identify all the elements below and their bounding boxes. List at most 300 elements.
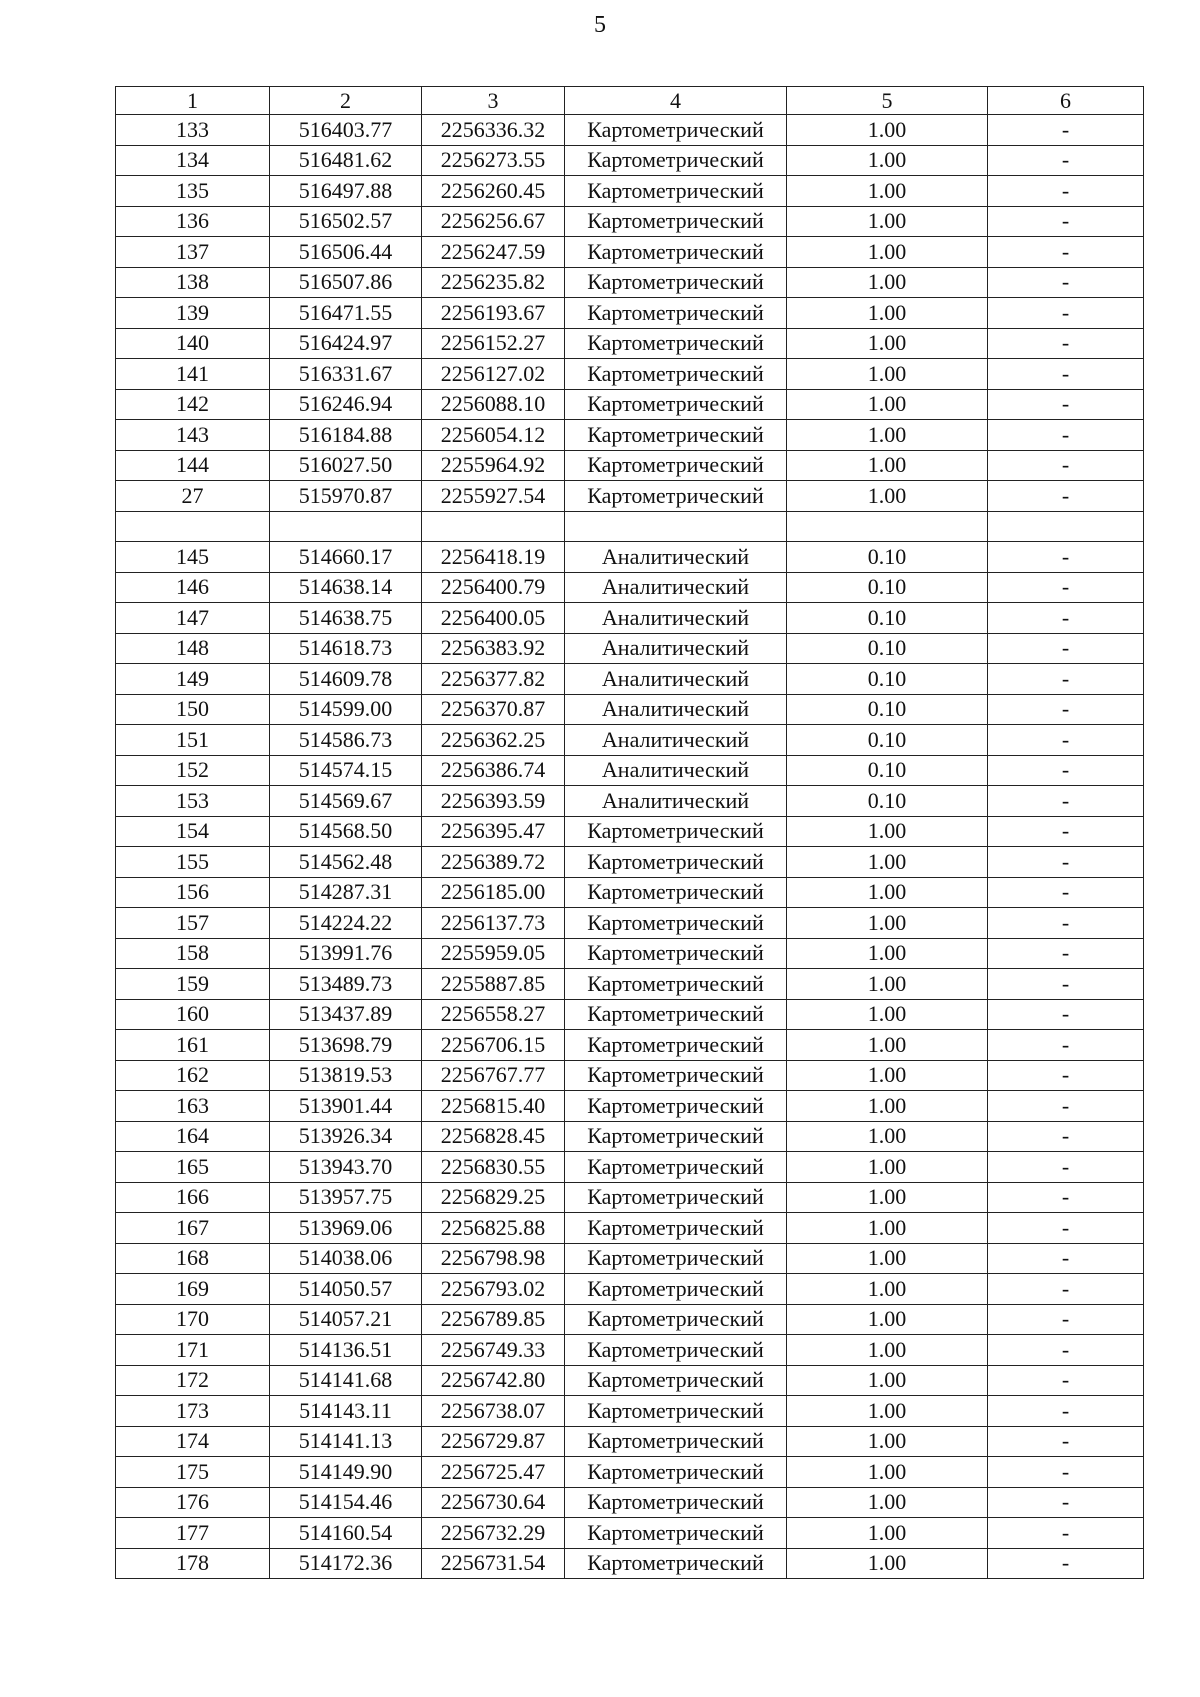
- accuracy-cell: 1.00: [787, 1518, 988, 1549]
- note-cell: -: [988, 237, 1144, 268]
- point-number-cell: 162: [116, 1060, 270, 1091]
- note-cell: -: [988, 1030, 1144, 1061]
- y-coordinate-cell: 2256152.27: [422, 328, 565, 359]
- x-coordinate-cell: 513698.79: [270, 1030, 422, 1061]
- y-coordinate-cell: [422, 511, 565, 542]
- point-number-cell: 172: [116, 1365, 270, 1396]
- y-coordinate-cell: 2255964.92: [422, 450, 565, 481]
- method-cell: Картометрический: [565, 1091, 787, 1122]
- table-row: [116, 389, 1144, 420]
- table-row: [116, 755, 1144, 786]
- accuracy-cell: 1.00: [787, 359, 988, 390]
- accuracy-cell: 1.00: [787, 1274, 988, 1305]
- point-number-cell: 152: [116, 755, 270, 786]
- point-number-cell: 137: [116, 237, 270, 268]
- table-row: [116, 969, 1144, 1000]
- table-row: [116, 664, 1144, 695]
- method-cell: Картометрический: [565, 267, 787, 298]
- x-coordinate-cell: 514660.17: [270, 542, 422, 573]
- y-coordinate-cell: 2256137.73: [422, 908, 565, 939]
- page-number: 5: [594, 12, 606, 38]
- table-row: [116, 1304, 1144, 1335]
- note-cell: -: [988, 1335, 1144, 1366]
- table-row: [116, 786, 1144, 817]
- accuracy-cell: 1.00: [787, 176, 988, 207]
- note-cell: -: [988, 877, 1144, 908]
- method-cell: Аналитический: [565, 542, 787, 573]
- y-coordinate-cell: 2256383.92: [422, 633, 565, 664]
- x-coordinate-cell: 516184.88: [270, 420, 422, 451]
- point-number-cell: 171: [116, 1335, 270, 1366]
- point-number-cell: 150: [116, 694, 270, 725]
- x-coordinate-cell: 514136.51: [270, 1335, 422, 1366]
- coordinates-table: [115, 86, 1144, 1579]
- x-coordinate-cell: 516506.44: [270, 237, 422, 268]
- accuracy-cell: 1.00: [787, 908, 988, 939]
- table-row: [116, 1335, 1144, 1366]
- point-number-cell: 138: [116, 267, 270, 298]
- point-number-cell: 145: [116, 542, 270, 573]
- point-number-cell: 161: [116, 1030, 270, 1061]
- method-cell: Картометрический: [565, 206, 787, 237]
- accuracy-cell: 1.00: [787, 389, 988, 420]
- method-cell: Картометрический: [565, 1274, 787, 1305]
- point-number-cell: 133: [116, 115, 270, 146]
- accuracy-cell: 0.10: [787, 633, 988, 664]
- x-coordinate-cell: 516471.55: [270, 298, 422, 329]
- method-cell: Аналитический: [565, 694, 787, 725]
- note-cell: -: [988, 786, 1144, 817]
- y-coordinate-cell: 2256829.25: [422, 1182, 565, 1213]
- x-coordinate-cell: 513991.76: [270, 938, 422, 969]
- x-coordinate-cell: 513437.89: [270, 999, 422, 1030]
- table-row: [116, 1152, 1144, 1183]
- x-coordinate-cell: 513957.75: [270, 1182, 422, 1213]
- table-row: [116, 1548, 1144, 1579]
- method-cell: Картометрический: [565, 938, 787, 969]
- y-coordinate-cell: 2256706.15: [422, 1030, 565, 1061]
- point-number-cell: 142: [116, 389, 270, 420]
- method-cell: Картометрический: [565, 877, 787, 908]
- y-coordinate-cell: 2256256.67: [422, 206, 565, 237]
- x-coordinate-cell: 514618.73: [270, 633, 422, 664]
- method-cell: Картометрический: [565, 1487, 787, 1518]
- accuracy-cell: 1.00: [787, 115, 988, 146]
- point-number-cell: 147: [116, 603, 270, 634]
- accuracy-cell: 1.00: [787, 1457, 988, 1488]
- method-cell: Картометрический: [565, 359, 787, 390]
- method-cell: Картометрический: [565, 1426, 787, 1457]
- note-cell: -: [988, 1121, 1144, 1152]
- note-cell: -: [988, 969, 1144, 1000]
- y-coordinate-cell: 2256336.32: [422, 115, 565, 146]
- method-cell: Картометрический: [565, 1304, 787, 1335]
- x-coordinate-cell: 514050.57: [270, 1274, 422, 1305]
- table-header-row: [116, 87, 1144, 115]
- y-coordinate-cell: 2256127.02: [422, 359, 565, 390]
- note-cell: -: [988, 389, 1144, 420]
- x-coordinate-cell: 516027.50: [270, 450, 422, 481]
- table-row: [116, 1060, 1144, 1091]
- method-cell: Картометрический: [565, 389, 787, 420]
- accuracy-cell: 0.10: [787, 664, 988, 695]
- point-number-cell: 160: [116, 999, 270, 1030]
- note-cell: -: [988, 908, 1144, 939]
- column-header: 4: [565, 87, 787, 115]
- accuracy-cell: 1.00: [787, 877, 988, 908]
- method-cell: [565, 511, 787, 542]
- accuracy-cell: 1.00: [787, 1365, 988, 1396]
- x-coordinate-cell: 516502.57: [270, 206, 422, 237]
- note-cell: -: [988, 633, 1144, 664]
- method-cell: Аналитический: [565, 725, 787, 756]
- accuracy-cell: 1.00: [787, 1213, 988, 1244]
- y-coordinate-cell: 2256418.19: [422, 542, 565, 573]
- accuracy-cell: 0.10: [787, 694, 988, 725]
- accuracy-cell: 1.00: [787, 1091, 988, 1122]
- x-coordinate-cell: 513943.70: [270, 1152, 422, 1183]
- method-cell: Картометрический: [565, 1152, 787, 1183]
- table-row: [116, 816, 1144, 847]
- table-row: [116, 298, 1144, 329]
- x-coordinate-cell: 516246.94: [270, 389, 422, 420]
- method-cell: Картометрический: [565, 1457, 787, 1488]
- accuracy-cell: 1.00: [787, 1182, 988, 1213]
- table-row: [116, 908, 1144, 939]
- method-cell: Картометрический: [565, 1335, 787, 1366]
- x-coordinate-cell: 514141.68: [270, 1365, 422, 1396]
- table-row: [116, 938, 1144, 969]
- note-cell: [988, 511, 1144, 542]
- note-cell: -: [988, 1426, 1144, 1457]
- x-coordinate-cell: 514562.48: [270, 847, 422, 878]
- y-coordinate-cell: 2256815.40: [422, 1091, 565, 1122]
- method-cell: Аналитический: [565, 633, 787, 664]
- point-number-cell: 143: [116, 420, 270, 451]
- x-coordinate-cell: 514609.78: [270, 664, 422, 695]
- table-row: [116, 115, 1144, 146]
- y-coordinate-cell: 2256395.47: [422, 816, 565, 847]
- point-number-cell: 173: [116, 1396, 270, 1427]
- accuracy-cell: 0.10: [787, 542, 988, 573]
- point-number-cell: 140: [116, 328, 270, 359]
- y-coordinate-cell: 2256830.55: [422, 1152, 565, 1183]
- table-row: [116, 511, 1144, 542]
- x-coordinate-cell: 515970.87: [270, 481, 422, 512]
- y-coordinate-cell: 2255887.85: [422, 969, 565, 1000]
- method-cell: Картометрический: [565, 816, 787, 847]
- accuracy-cell: 1.00: [787, 1152, 988, 1183]
- table-row: [116, 1457, 1144, 1488]
- table-row: [116, 725, 1144, 756]
- table-row: [116, 572, 1144, 603]
- method-cell: Картометрический: [565, 1396, 787, 1427]
- accuracy-cell: 1.00: [787, 206, 988, 237]
- accuracy-cell: 1.00: [787, 237, 988, 268]
- method-cell: Картометрический: [565, 1213, 787, 1244]
- point-number-cell: 139: [116, 298, 270, 329]
- point-number-cell: 148: [116, 633, 270, 664]
- y-coordinate-cell: 2256370.87: [422, 694, 565, 725]
- y-coordinate-cell: 2256731.54: [422, 1548, 565, 1579]
- note-cell: -: [988, 999, 1144, 1030]
- accuracy-cell: 1.00: [787, 145, 988, 176]
- accuracy-cell: 1.00: [787, 267, 988, 298]
- point-number-cell: 176: [116, 1487, 270, 1518]
- x-coordinate-cell: 513489.73: [270, 969, 422, 1000]
- method-cell: Аналитический: [565, 603, 787, 634]
- method-cell: Картометрический: [565, 481, 787, 512]
- x-coordinate-cell: 516424.97: [270, 328, 422, 359]
- note-cell: -: [988, 176, 1144, 207]
- method-cell: Картометрический: [565, 1060, 787, 1091]
- method-cell: Картометрический: [565, 847, 787, 878]
- table-body: [116, 87, 1144, 1579]
- method-cell: Картометрический: [565, 420, 787, 451]
- accuracy-cell: 1.00: [787, 298, 988, 329]
- y-coordinate-cell: 2256725.47: [422, 1457, 565, 1488]
- note-cell: -: [988, 694, 1144, 725]
- column-header: 3: [422, 87, 565, 115]
- y-coordinate-cell: 2256798.98: [422, 1243, 565, 1274]
- point-number-cell: 168: [116, 1243, 270, 1274]
- method-cell: Картометрический: [565, 1548, 787, 1579]
- x-coordinate-cell: 514143.11: [270, 1396, 422, 1427]
- method-cell: Картометрический: [565, 328, 787, 359]
- point-number-cell: 146: [116, 572, 270, 603]
- table-row: [116, 694, 1144, 725]
- note-cell: -: [988, 450, 1144, 481]
- note-cell: -: [988, 359, 1144, 390]
- y-coordinate-cell: 2256393.59: [422, 786, 565, 817]
- x-coordinate-cell: 514149.90: [270, 1457, 422, 1488]
- y-coordinate-cell: 2256247.59: [422, 237, 565, 268]
- table-row: [116, 1518, 1144, 1549]
- table-row: [116, 145, 1144, 176]
- y-coordinate-cell: 2256185.00: [422, 877, 565, 908]
- point-number-cell: 135: [116, 176, 270, 207]
- method-cell: Аналитический: [565, 755, 787, 786]
- point-number-cell: 151: [116, 725, 270, 756]
- method-cell: Аналитический: [565, 786, 787, 817]
- method-cell: Картометрический: [565, 176, 787, 207]
- point-number-cell: 177: [116, 1518, 270, 1549]
- table-row: [116, 542, 1144, 573]
- accuracy-cell: 1.00: [787, 847, 988, 878]
- table-row: [116, 420, 1144, 451]
- y-coordinate-cell: 2256400.79: [422, 572, 565, 603]
- point-number-cell: 170: [116, 1304, 270, 1335]
- point-number-cell: 157: [116, 908, 270, 939]
- x-coordinate-cell: 514038.06: [270, 1243, 422, 1274]
- note-cell: -: [988, 115, 1144, 146]
- method-cell: Картометрический: [565, 969, 787, 1000]
- note-cell: -: [988, 1152, 1144, 1183]
- x-coordinate-cell: 514224.22: [270, 908, 422, 939]
- note-cell: -: [988, 1518, 1144, 1549]
- x-coordinate-cell: 514141.13: [270, 1426, 422, 1457]
- note-cell: -: [988, 328, 1144, 359]
- accuracy-cell: 1.00: [787, 1243, 988, 1274]
- table-row: [116, 1274, 1144, 1305]
- y-coordinate-cell: 2256793.02: [422, 1274, 565, 1305]
- y-coordinate-cell: 2256558.27: [422, 999, 565, 1030]
- point-number-cell: 164: [116, 1121, 270, 1152]
- method-cell: Аналитический: [565, 664, 787, 695]
- x-coordinate-cell: [270, 511, 422, 542]
- table-row: [116, 999, 1144, 1030]
- x-coordinate-cell: 514568.50: [270, 816, 422, 847]
- accuracy-cell: 1.00: [787, 1396, 988, 1427]
- note-cell: -: [988, 145, 1144, 176]
- x-coordinate-cell: 516507.86: [270, 267, 422, 298]
- x-coordinate-cell: 514057.21: [270, 1304, 422, 1335]
- x-coordinate-cell: 514154.46: [270, 1487, 422, 1518]
- point-number-cell: 175: [116, 1457, 270, 1488]
- table-row: [116, 1487, 1144, 1518]
- note-cell: -: [988, 298, 1144, 329]
- y-coordinate-cell: 2256825.88: [422, 1213, 565, 1244]
- method-cell: Картометрический: [565, 1243, 787, 1274]
- note-cell: -: [988, 1243, 1144, 1274]
- column-header: 1: [116, 87, 270, 115]
- note-cell: -: [988, 420, 1144, 451]
- x-coordinate-cell: 514638.75: [270, 603, 422, 634]
- point-number-cell: 163: [116, 1091, 270, 1122]
- accuracy-cell: 1.00: [787, 1335, 988, 1366]
- x-coordinate-cell: 516403.77: [270, 115, 422, 146]
- point-number-cell: 174: [116, 1426, 270, 1457]
- column-header: 5: [787, 87, 988, 115]
- y-coordinate-cell: 2256193.67: [422, 298, 565, 329]
- accuracy-cell: 0.10: [787, 725, 988, 756]
- accuracy-cell: 1.00: [787, 1487, 988, 1518]
- point-number-cell: 166: [116, 1182, 270, 1213]
- x-coordinate-cell: 514586.73: [270, 725, 422, 756]
- y-coordinate-cell: 2256828.45: [422, 1121, 565, 1152]
- table-row: [116, 1091, 1144, 1122]
- accuracy-cell: [787, 511, 988, 542]
- y-coordinate-cell: 2256730.64: [422, 1487, 565, 1518]
- note-cell: -: [988, 267, 1144, 298]
- accuracy-cell: 1.00: [787, 1426, 988, 1457]
- method-cell: Картометрический: [565, 1365, 787, 1396]
- y-coordinate-cell: 2256054.12: [422, 420, 565, 451]
- method-cell: Картометрический: [565, 115, 787, 146]
- table-row: [116, 267, 1144, 298]
- y-coordinate-cell: 2256729.87: [422, 1426, 565, 1457]
- table-row: [116, 328, 1144, 359]
- accuracy-cell: 1.00: [787, 1548, 988, 1579]
- note-cell: -: [988, 1396, 1144, 1427]
- note-cell: -: [988, 1274, 1144, 1305]
- y-coordinate-cell: 2256235.82: [422, 267, 565, 298]
- point-number-cell: 165: [116, 1152, 270, 1183]
- note-cell: -: [988, 725, 1144, 756]
- point-number-cell: 154: [116, 816, 270, 847]
- accuracy-cell: 1.00: [787, 1030, 988, 1061]
- table-row: [116, 1182, 1144, 1213]
- method-cell: Картометрический: [565, 1030, 787, 1061]
- y-coordinate-cell: 2256273.55: [422, 145, 565, 176]
- method-cell: Картометрический: [565, 145, 787, 176]
- note-cell: -: [988, 1548, 1144, 1579]
- table-row: [116, 847, 1144, 878]
- table-row: [116, 176, 1144, 207]
- y-coordinate-cell: 2255927.54: [422, 481, 565, 512]
- table-row: [116, 481, 1144, 512]
- table-row: [116, 1396, 1144, 1427]
- accuracy-cell: 1.00: [787, 969, 988, 1000]
- note-cell: -: [988, 1091, 1144, 1122]
- method-cell: Картометрический: [565, 450, 787, 481]
- note-cell: -: [988, 481, 1144, 512]
- point-number-cell: 136: [116, 206, 270, 237]
- point-number-cell: 158: [116, 938, 270, 969]
- method-cell: Картометрический: [565, 1518, 787, 1549]
- x-coordinate-cell: 516331.67: [270, 359, 422, 390]
- table-row: [116, 1121, 1144, 1152]
- y-coordinate-cell: 2256749.33: [422, 1335, 565, 1366]
- note-cell: -: [988, 1457, 1144, 1488]
- accuracy-cell: 1.00: [787, 938, 988, 969]
- table-row: [116, 633, 1144, 664]
- table-row: [116, 1426, 1144, 1457]
- x-coordinate-cell: 513901.44: [270, 1091, 422, 1122]
- method-cell: Картометрический: [565, 908, 787, 939]
- table-row: [116, 1213, 1144, 1244]
- accuracy-cell: 1.00: [787, 1060, 988, 1091]
- y-coordinate-cell: 2256742.80: [422, 1365, 565, 1396]
- note-cell: -: [988, 664, 1144, 695]
- point-number-cell: 167: [116, 1213, 270, 1244]
- y-coordinate-cell: 2256767.77: [422, 1060, 565, 1091]
- y-coordinate-cell: 2256738.07: [422, 1396, 565, 1427]
- method-cell: Аналитический: [565, 572, 787, 603]
- note-cell: -: [988, 572, 1144, 603]
- point-number-cell: 169: [116, 1274, 270, 1305]
- accuracy-cell: 0.10: [787, 572, 988, 603]
- table-row: [116, 877, 1144, 908]
- accuracy-cell: 1.00: [787, 999, 988, 1030]
- table-row: [116, 359, 1144, 390]
- accuracy-cell: 1.00: [787, 816, 988, 847]
- note-cell: -: [988, 1213, 1144, 1244]
- accuracy-cell: 0.10: [787, 603, 988, 634]
- accuracy-cell: 1.00: [787, 420, 988, 451]
- method-cell: Картометрический: [565, 237, 787, 268]
- point-number-cell: [116, 511, 270, 542]
- column-header: 2: [270, 87, 422, 115]
- y-coordinate-cell: 2256260.45: [422, 176, 565, 207]
- method-cell: Картометрический: [565, 1182, 787, 1213]
- x-coordinate-cell: 514574.15: [270, 755, 422, 786]
- note-cell: -: [988, 206, 1144, 237]
- x-coordinate-cell: 514287.31: [270, 877, 422, 908]
- point-number-cell: 144: [116, 450, 270, 481]
- table-row: [116, 450, 1144, 481]
- accuracy-cell: 1.00: [787, 1304, 988, 1335]
- x-coordinate-cell: 516481.62: [270, 145, 422, 176]
- table-row: [116, 1243, 1144, 1274]
- method-cell: Картометрический: [565, 298, 787, 329]
- x-coordinate-cell: 516497.88: [270, 176, 422, 207]
- note-cell: -: [988, 1304, 1144, 1335]
- x-coordinate-cell: 514569.67: [270, 786, 422, 817]
- point-number-cell: 149: [116, 664, 270, 695]
- x-coordinate-cell: 513969.06: [270, 1213, 422, 1244]
- note-cell: -: [988, 816, 1144, 847]
